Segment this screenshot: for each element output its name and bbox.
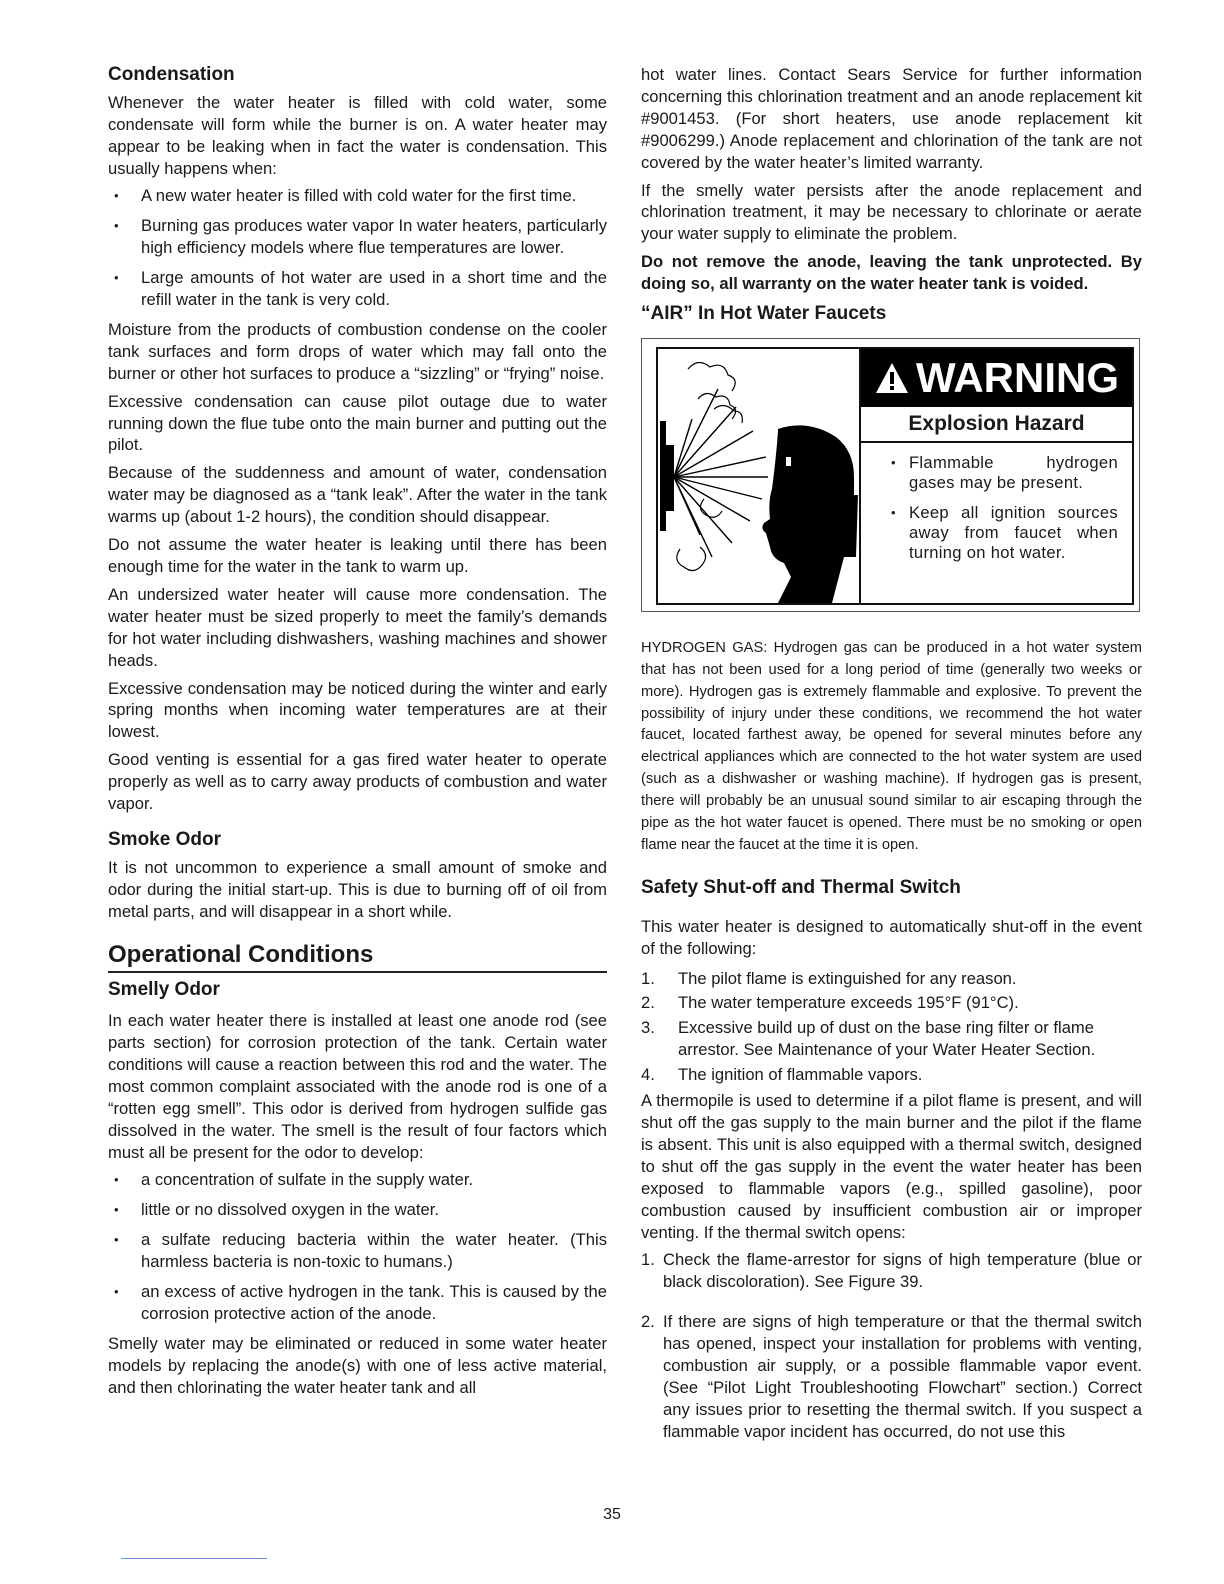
safety-intro: This water heater is designed to automatically shut-off in the event of the following: <box>641 916 1142 958</box>
condensation-bullets <box>108 185 607 311</box>
list-item: • Keep all ignition sources away from faucet when turning on hot water. <box>891 503 1118 563</box>
list-item: • Large amounts of hot water are used in a short time and the refill water in the tank is very cold. <box>108 267 607 311</box>
paragraph: Excessive condensation may be noticed during the winter and early spring months when incoming water temperatures are at their lowest. <box>108 678 607 742</box>
thermal-step-2: 2. If there are signs of high temperature or that the thermal switch has opened, inspect your installation for problems with venting, combustion air supply, or a possible flammable vapor event. (See “Pilot Light Troubleshooting Flowchart” section.) Correct any issues prior to resetting the thermal switch. If you suspect a flammable vapor incident has occurred, do not use this <box>641 1312 1142 1441</box>
explosion-person-icon <box>658 349 858 603</box>
list-item: • an excess of active hydrogen in the tank. This is caused by the corrosion protective action of the anode. <box>108 1281 607 1325</box>
shutoff-conditions-list <box>641 968 1142 1087</box>
warning-label <box>641 338 1140 612</box>
right-column <box>641 64 1142 1449</box>
anode-warning-text: Do not remove the anode, leaving the tank unprotected. By doing so, all warranty on the water heater tank is voided. <box>641 252 1142 294</box>
smoke-odor-text: It is not uncommon to experience a small amount of smoke and odor during the initial start-up. This is due to burning off of oil from metal parts, and will disappear in a short while. <box>108 857 607 921</box>
paragraph: Good venting is essential for a gas fired water heater to operate properly as well as to carry away products of combustion and water vapor. <box>108 750 607 814</box>
smelly-odor-intro: In each water heater there is installed at least one anode rod (see parts section) for corrosion protection of the tank. Certain water conditions will cause a reaction between this rod and the water. The most common complaint associated with the anode rod is one of a “rotten egg smell”. This odor is derived from hydrogen sulfide gas dissolved in the water. The smell is the result of four factors which must all be present for the odor to develop: <box>108 1011 607 1162</box>
list-item: 1. The pilot flame is extinguished for any reason. <box>641 968 1017 988</box>
smelly-odor-closing: Smelly water may be eliminated or reduced in some water heater models by replacing the anode(s) with one of less active material, and then chlorinating the water heater tank and all <box>108 1333 607 1397</box>
smoke-odor-heading: Smoke Odor <box>108 828 221 850</box>
footer-divider <box>121 1558 267 1559</box>
operational-conditions-heading: Operational Conditions <box>108 941 607 974</box>
paragraph: Excessive condensation can cause pilot outage due to water running down the flue tube onto the main burner and putting out the pilot. <box>108 391 607 455</box>
hydrogen-gas-text: HYDROGEN GAS: Hydrogen gas can be produced in a hot water system that has not been used for a long period of time (generally two weeks or more). Hydrogen gas is extremely flammable and explosive. To prevent the possibility of injury under these conditions, we recommend the hot water faucet, located farthest away, be opened for several minutes before any electrical appliances which are connected to the hot water system are used (such as a dishwasher or washing machine). If hydrogen gas is present, there will probably be an unusual sound similar to air escaping through the pipe as the hot water faucet is opened. There must be no smoking or open flame near the faucet at the time it is open. <box>641 639 1142 854</box>
smelly-odor-bullets <box>108 1169 607 1324</box>
paragraph: An undersized water heater will cause more condensation. The water heater must be sized properly to meet the family’s demands for hot water including dishwashers, washing machines and shower heads. <box>108 584 607 670</box>
paragraph: Do not assume the water heater is leaking until there has been enough time for the water in the tank to warm up. <box>108 535 607 577</box>
anode-continuation: hot water lines. Contact Sears Service for further information concerning this chlorination treatment and an anode replacement kit #9001453. (For short heaters, use anode replacement kit #9006299.) Anode replacement and chlorination of the tank are not covered by the water heater’s limited warranty. <box>641 65 1142 172</box>
warning-triangle-icon <box>874 361 910 395</box>
list-item: • Burning gas produces water vapor In water heaters, particularly high efficiency models where flue temperatures are lower. <box>108 215 607 259</box>
paragraph: Moisture from the products of combustion condense on the cooler tank surfaces and form drops of water which may fall onto the burner or other hot surfaces to produce a “sizzling” or “frying” noise. <box>108 319 607 383</box>
warning-text-panel <box>859 349 1132 603</box>
smelly-odor-heading: Smelly Odor <box>108 979 220 1001</box>
list-item: 2. The water temperature exceeds 195°F (91°C). <box>641 993 1019 1013</box>
safety-shutoff-heading: Safety Shut-off and Thermal Switch <box>641 876 961 898</box>
list-item: • A new water heater is filled with cold water for the first time. <box>108 185 607 207</box>
page-number: 35 <box>603 1506 621 1523</box>
list-item: 3. Excessive build up of dust on the base ring filter or flame arrestor. See Maintenance of your Water Heater Section. <box>641 1018 1096 1060</box>
explosion-illustration <box>658 349 858 603</box>
left-column <box>108 64 607 1405</box>
list-item: • a concentration of sulfate in the supply water. <box>108 1169 607 1191</box>
condensation-heading: Condensation <box>108 64 235 85</box>
warning-label-frame <box>656 347 1134 605</box>
paragraph: Because of the suddenness and amount of water, condensation water may be diagnosed as a “tank leak”. After the water in the tank warms up (about 1-2 hours), the condition should disappear. <box>108 463 607 527</box>
warning-header <box>861 349 1132 407</box>
list-item: • little or no dissolved oxygen in the water. <box>108 1199 607 1221</box>
smelly-persists-text: If the smelly water persists after the anode replacement and chlorination treatment, it may be necessary to chlorinate or aerate your water supply to eliminate the problem. <box>641 180 1142 244</box>
list-item: • Flammable hydrogen gases may be present. <box>891 453 1118 493</box>
thermal-step-1: 1. Check the flame-arrestor for signs of high temperature (blue or black discoloration). See Figure 39. <box>641 1250 1142 1292</box>
explosion-hazard-title: Explosion Hazard <box>861 407 1132 443</box>
list-item: 4. The ignition of flammable vapors. <box>641 1065 923 1085</box>
warning-bullets <box>861 443 1132 563</box>
warning-title: WARNING <box>916 353 1119 401</box>
thermopile-text: A thermopile is used to determine if a pilot flame is present, and will shut off the gas supply to the main burner and the pilot if the flame is absent. This unit is also equipped with a thermal switch, designed to shut off the gas supply in the event the water heater has been exposed to flammable vapors (e.g., spilled gasoline), poor combustion caused by insufficient combustion air or improper venting. If the thermal switch opens: <box>641 1091 1142 1242</box>
list-item: • a sulfate reducing bacteria within the water heater. (This harmless bacteria is non-toxic to humans.) <box>108 1229 607 1273</box>
condensation-intro: Whenever the water heater is filled with cold water, some condensate will form while the burner is on. A water heater may appear to be leaking when in fact the water is condensation. This usually happens when: <box>108 92 607 178</box>
air-faucets-heading: “AIR” In Hot Water Faucets <box>641 303 887 325</box>
